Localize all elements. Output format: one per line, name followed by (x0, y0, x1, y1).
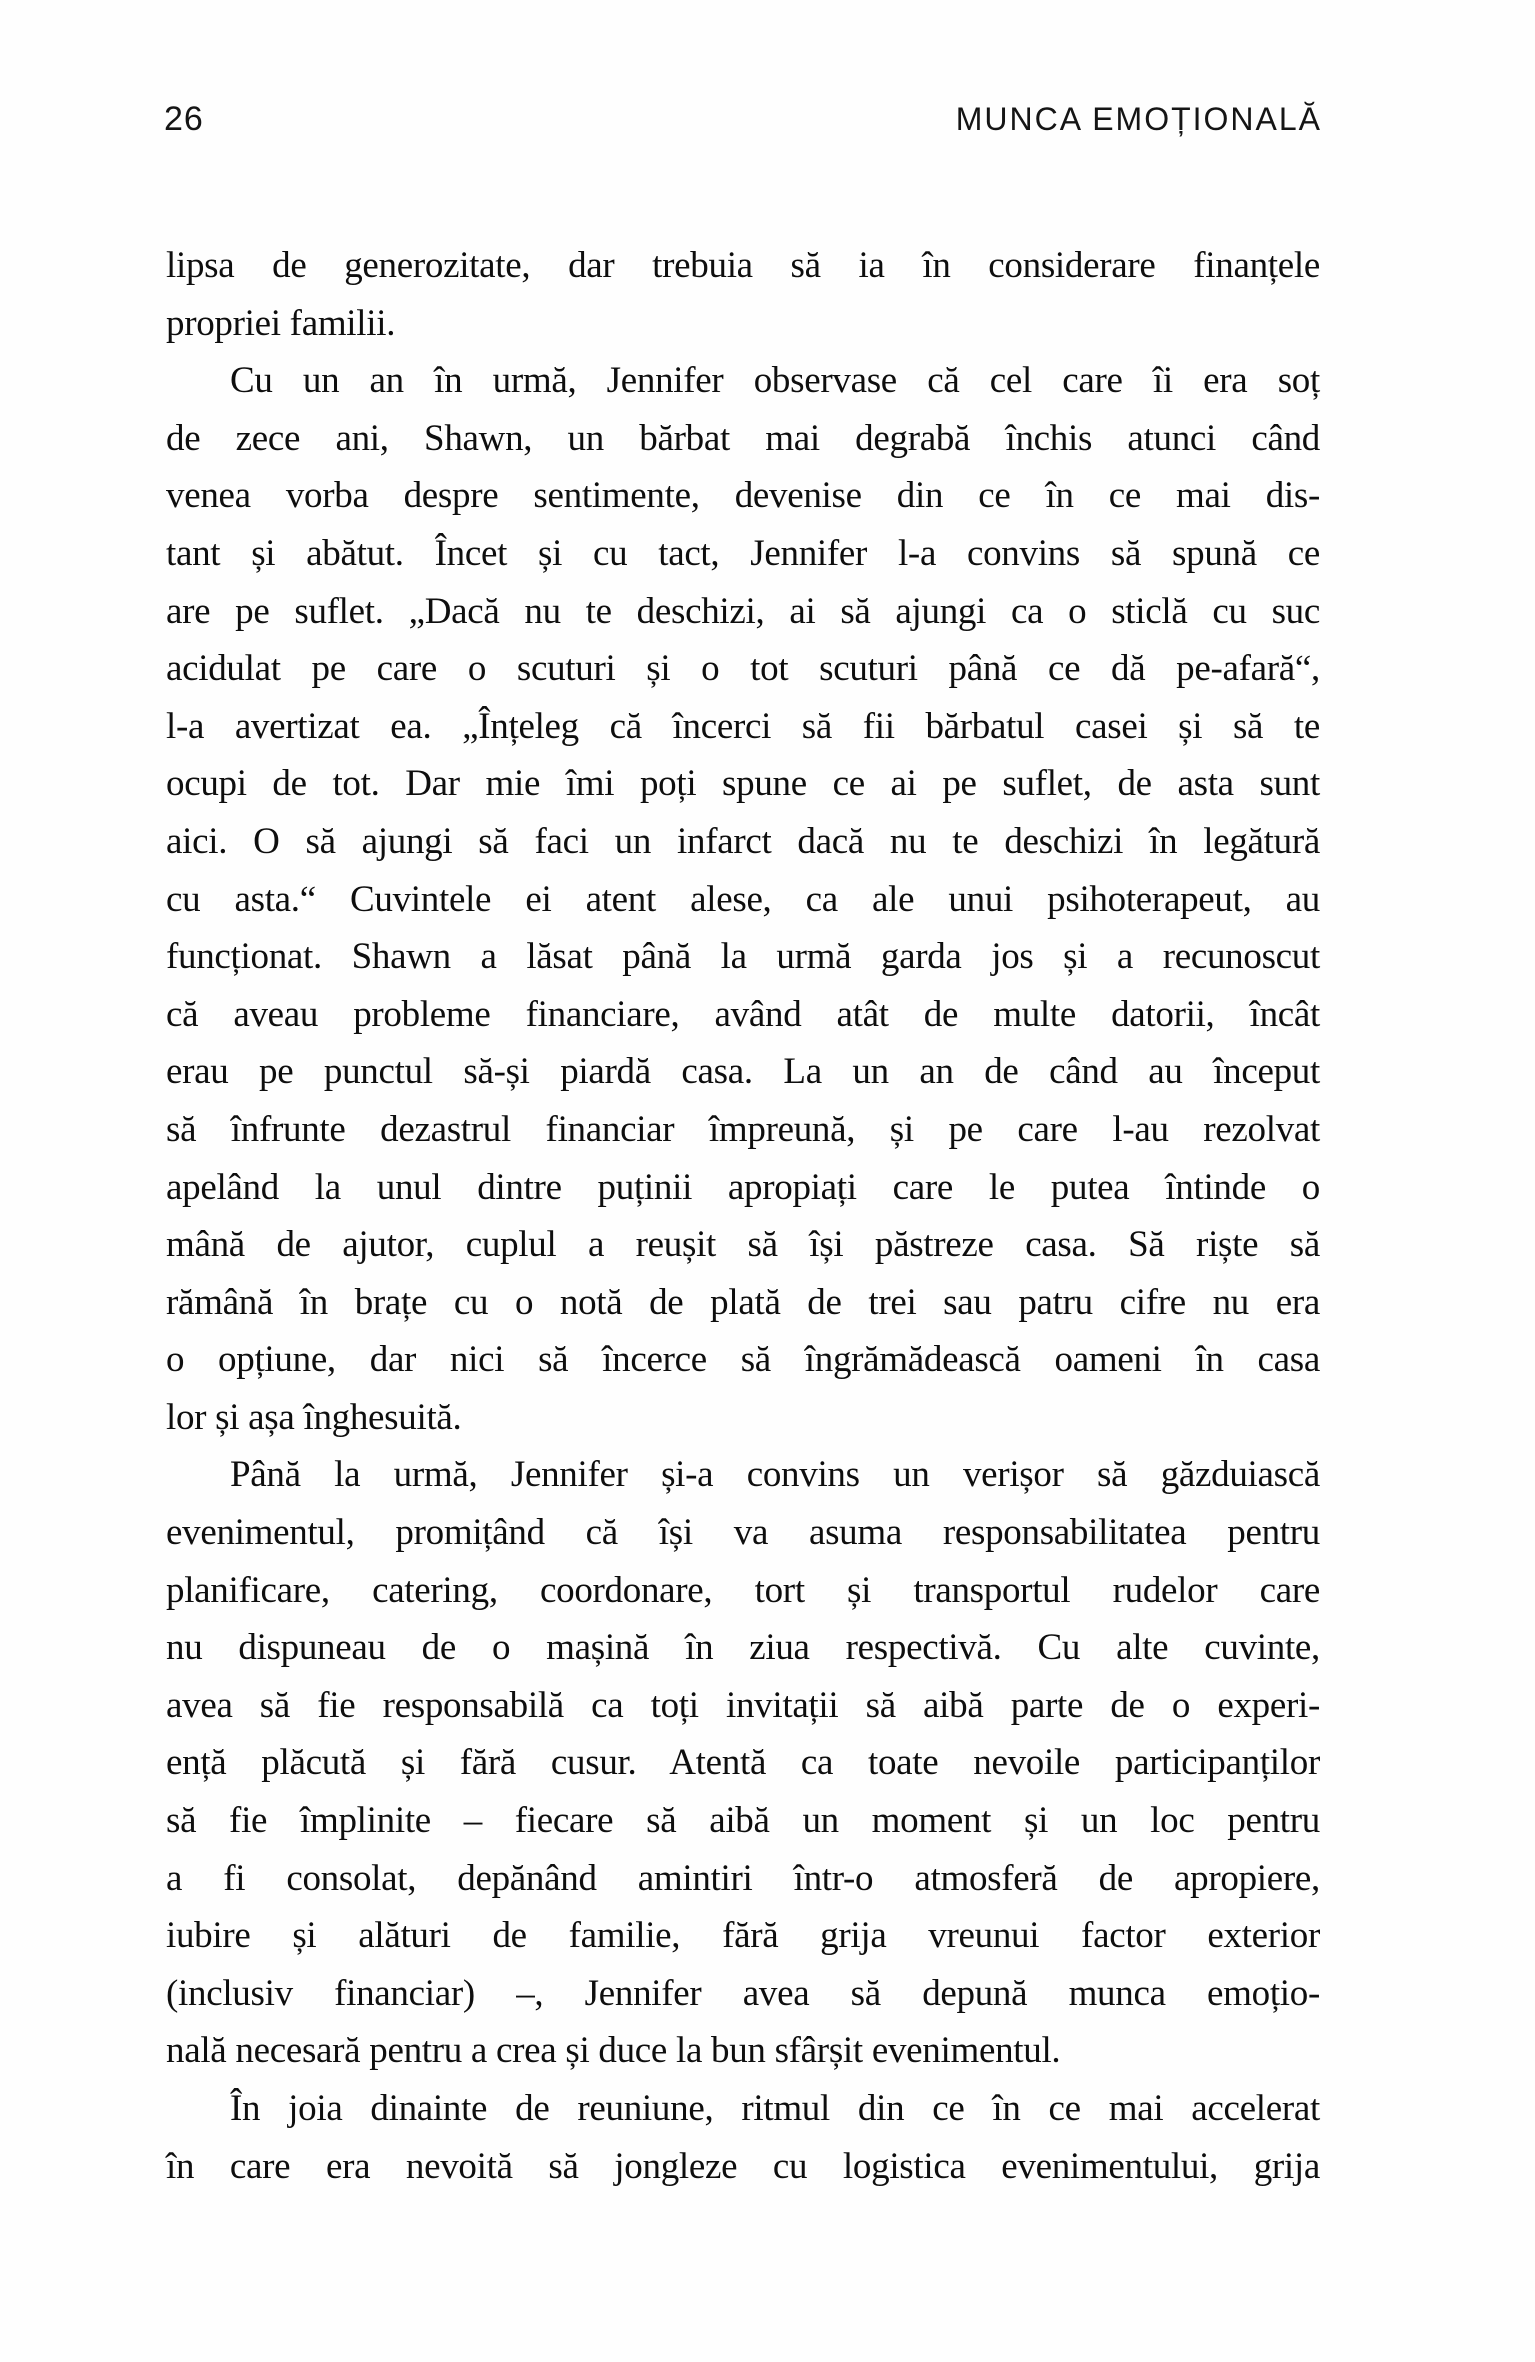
text-line: tant și abătut. Încet și cu tact, Jennifer l-a convins să spună ce (166, 532, 1320, 574)
text-block (166, 237, 1320, 2195)
text-line: să înfrunte dezastrul financiar împreună, și pe care l-au rezolvat (166, 1108, 1320, 1150)
text-line: să fie împlinite – fiecare să aibă un moment și un loc pentru (166, 1800, 1320, 1842)
running-title: MUNCA EMOȚIONALĂ (955, 101, 1322, 137)
paragraph (166, 237, 1320, 352)
text-line: avea să fie responsabilă ca toți invitații să aibă parte de o experi- (166, 1684, 1320, 1726)
text-line: nală necesară pentru a crea și duce la bun sfârșit evenimentul. (166, 2030, 1061, 2072)
paragraph (166, 352, 1320, 1446)
text-line: planificare, catering, coordonare, tort și transportul rudelor care (166, 1569, 1320, 1611)
text-line: a fi consolat, depănând amintiri într-o atmosferă de apropiere, (166, 1857, 1320, 1899)
text-line: are pe suflet. „Dacă nu te deschizi, ai să ajungi ca o sticlă cu suc (166, 590, 1320, 632)
text-line: funcționat. Shawn a lăsat până la urmă garda jos și a recunoscut (166, 936, 1320, 978)
text-line: de zece ani, Shawn, un bărbat mai degrabă închis atunci când (166, 417, 1320, 459)
text-line: (inclusiv financiar) –, Jennifer avea să depună munca emoțio- (166, 1972, 1320, 2014)
text-line: venea vorba despre sentimente, devenise din ce în ce mai dis- (166, 475, 1320, 517)
text-line: ență plăcută și fără cusur. Atentă ca toate nevoile participanților (166, 1742, 1320, 1784)
text-line: cu asta.“ Cuvintele ei atent alese, ca ale unui psihoterapeut, au (166, 878, 1320, 920)
text-line: rămână în brațe cu o notă de plată de trei sau patru cifre nu era (166, 1281, 1320, 1323)
text-line: mână de ajutor, cuplul a reușit să își păstreze casa. Să riște să (166, 1224, 1320, 1266)
text-line: l-a avertizat ea. „Înțeleg că încerci să fii bărbatul casei și să te (166, 705, 1320, 747)
text-line: nu dispuneau de o mașină în ziua respectivă. Cu alte cuvinte, (166, 1627, 1320, 1669)
text-line: aici. O să ajungi să faci un infarct dacă nu te deschizi în legătură (166, 820, 1320, 862)
text-line: iubire și alături de familie, fără grija vreunui factor exterior (166, 1915, 1320, 1957)
text-line: că aveau probleme financiare, având atât de multe datorii, încât (166, 993, 1320, 1035)
text-line: o opțiune, dar nici să încerce să îngrămădească oameni în casa (166, 1339, 1320, 1381)
text-line: acidulat pe care o scuturi și o tot scuturi până ce dă pe-afară“, (166, 648, 1320, 690)
paragraph (166, 2080, 1320, 2195)
text-line: propriei familii. (166, 302, 396, 344)
text-line: În joia dinainte de reuniune, ritmul din ce în ce mai accelerat (230, 2088, 1320, 2129)
paragraph (166, 1446, 1320, 2080)
text-line: ocupi de tot. Dar mie îmi poți spune ce ai pe suflet, de asta sunt (166, 763, 1320, 805)
text-line: erau pe punctul să-și piardă casa. La un an de când au început (166, 1051, 1320, 1093)
text-line: lor și așa înghesuită. (166, 1396, 462, 1438)
text-line: lipsa de generozitate, dar trebuia să ia în considerare finanțele (166, 245, 1320, 286)
text-line: Cu un an în urmă, Jennifer observase că cel care îi era soț (230, 360, 1320, 402)
page-header (164, 100, 1322, 139)
text-line: Până la urmă, Jennifer și-a convins un verișor să găzduiască (230, 1454, 1320, 1496)
text-line: apelând la unul dintre puținii apropiați care le putea întinde o (166, 1166, 1320, 1208)
page-number: 26 (164, 100, 204, 138)
text-line: în care era nevoită să jongleze cu logistica evenimentului, grija (166, 2145, 1320, 2187)
text-line: evenimentul, promițând că își va asuma responsabilitatea pentru (166, 1512, 1320, 1554)
